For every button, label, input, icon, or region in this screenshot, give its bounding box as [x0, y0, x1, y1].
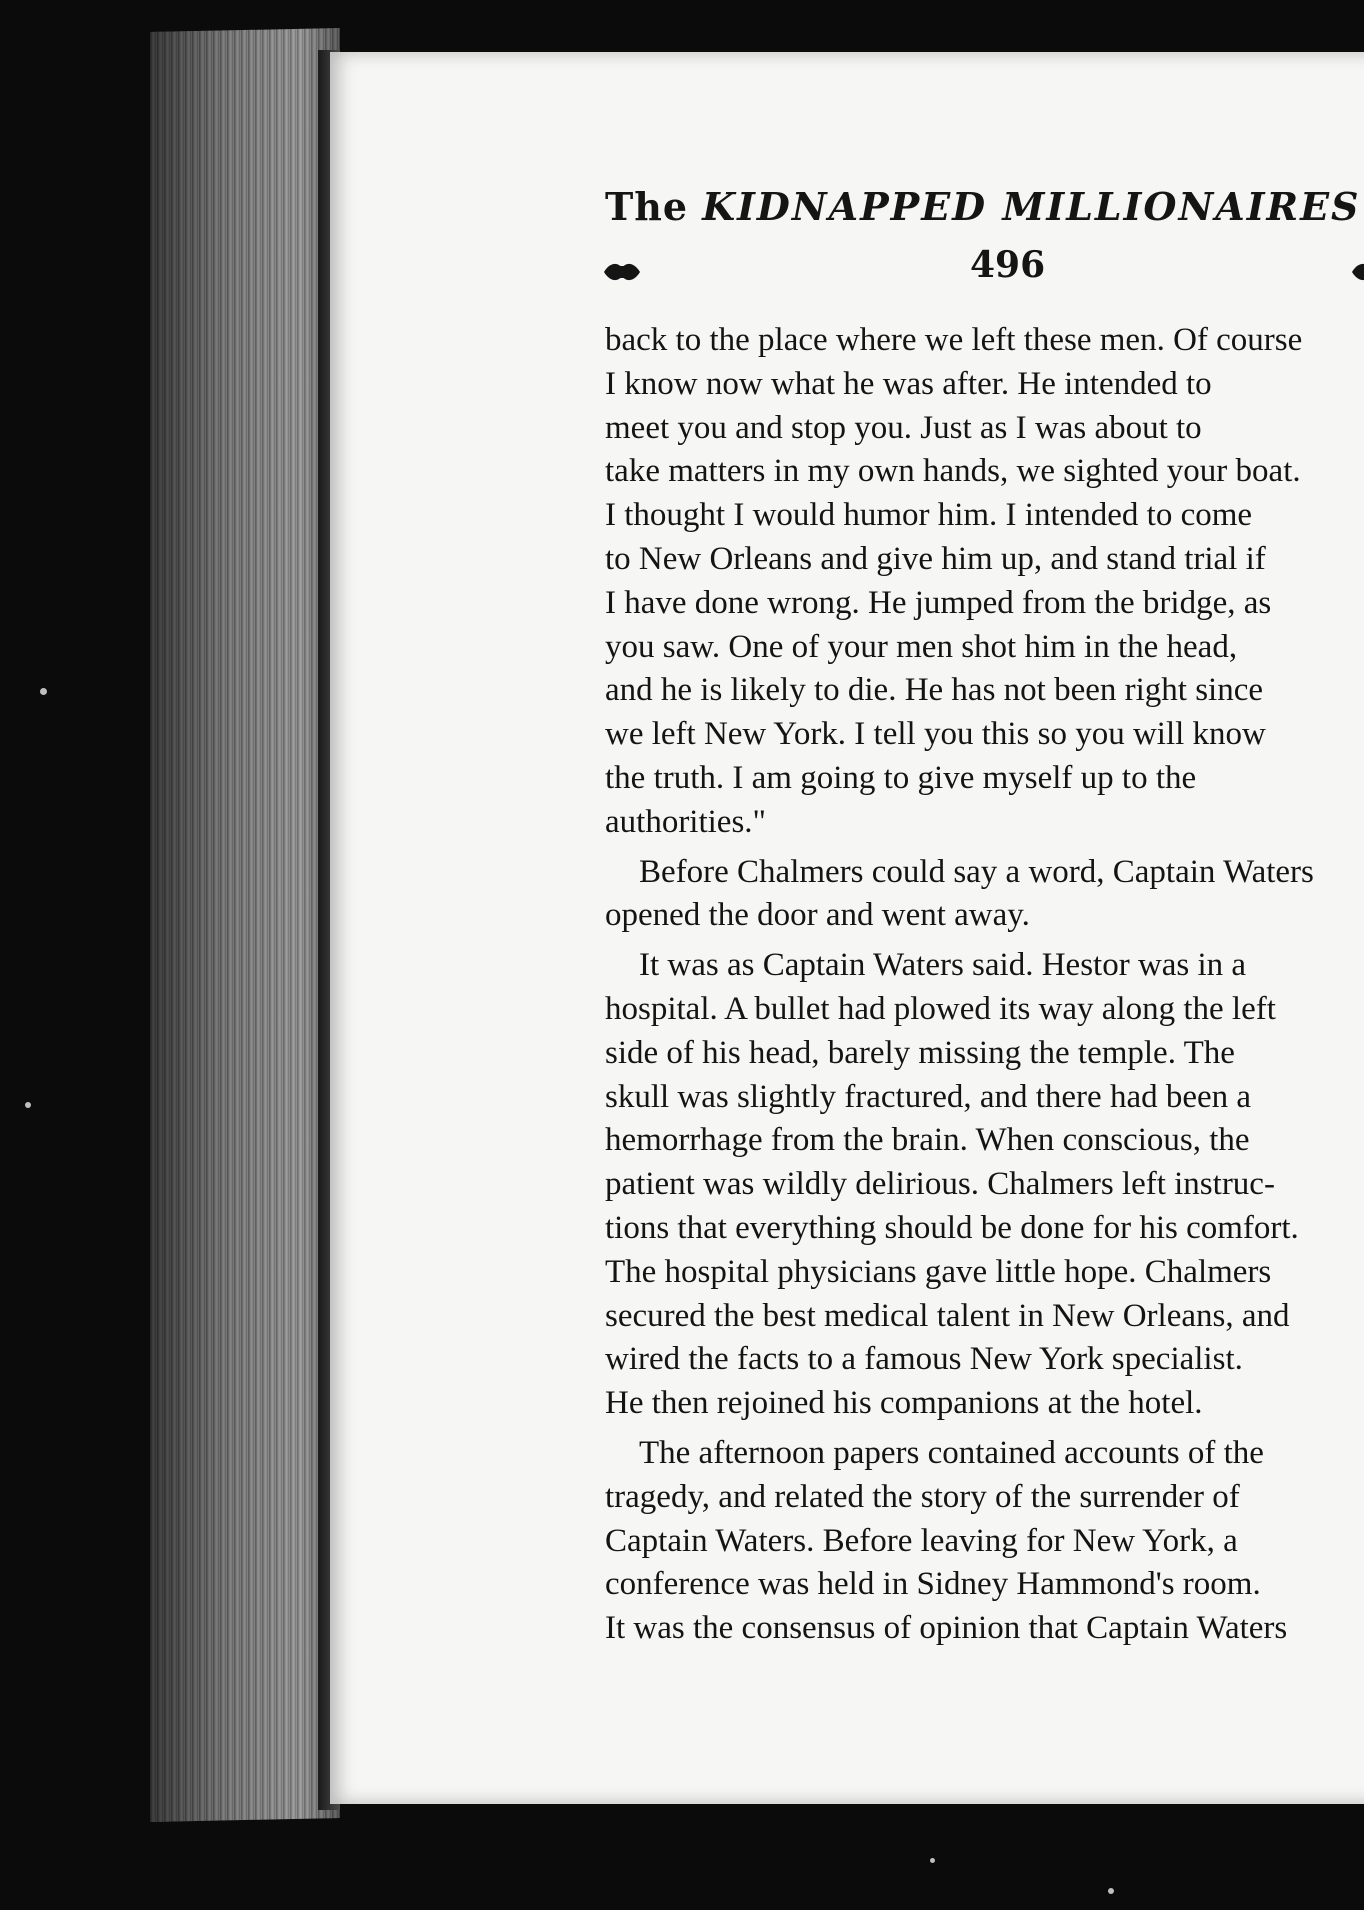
fleuron-left-icon	[602, 258, 642, 286]
text-line: opened the door and went away.	[605, 897, 1030, 934]
text-line: wired the facts to a famous New York specialist.	[605, 1341, 1243, 1378]
text-line: and he is likely to die. He has not been right since	[605, 672, 1264, 709]
page-number: 496	[970, 244, 1046, 286]
text-line: hemorrhage from the brain. When conscious, the	[605, 1122, 1250, 1159]
fleuron-right-icon	[1350, 258, 1364, 286]
paragraph	[605, 851, 1364, 939]
text-line: It was as Captain Waters said. Hestor was in a	[639, 947, 1247, 984]
running-head	[605, 184, 1364, 229]
text-line: Captain Waters. Before leaving for New York, a	[605, 1522, 1238, 1559]
running-head-prefix: The	[605, 184, 689, 229]
text-line: It was the consensus of opinion that Captain Waters	[605, 1610, 1288, 1647]
text-line: back to the place where we left these men. Of course	[605, 322, 1303, 358]
page-edges	[150, 28, 340, 1822]
running-head-title: KIDNAPPED MILLIONAIRES	[702, 184, 1361, 229]
paragraph	[605, 944, 1364, 1426]
text-line: authorities."	[605, 803, 767, 840]
paragraph	[605, 1432, 1364, 1651]
text-line: Before Chalmers could say a word, Captain Waters	[639, 853, 1314, 890]
text-line: tions that everything should be done for his comfort.	[605, 1209, 1299, 1246]
text-line: hospital. A bullet had plowed its way along the left	[605, 990, 1276, 1027]
text-line: the truth. I am going to give myself up to the	[605, 759, 1197, 796]
text-line: The hospital physicians gave little hope. Chalmers	[605, 1253, 1272, 1290]
scan-speck	[25, 1102, 31, 1108]
body-text	[605, 319, 1364, 1651]
text-line: to New Orleans and give him up, and stand trial if	[605, 540, 1266, 577]
text-line: conference was held in Sidney Hammond's room.	[605, 1566, 1261, 1603]
paragraph	[605, 319, 1364, 845]
text-line: I know now what he was after. He intended to	[605, 365, 1212, 402]
scan-speck	[1108, 1888, 1114, 1894]
text-line: meet you and stop you. Just as I was about to	[605, 409, 1202, 446]
text-line: patient was wildly delirious. Chalmers left instruc-	[605, 1166, 1275, 1203]
scan-speck	[930, 1858, 935, 1863]
text-line: The afternoon papers contained accounts of the	[639, 1434, 1264, 1471]
text-line: secured the best medical talent in New Orleans, and	[605, 1297, 1290, 1334]
text-line: side of his head, barely missing the temple. The	[605, 1034, 1235, 1071]
scan-speck	[40, 688, 47, 695]
text-line: you saw. One of your men shot him in the head,	[605, 628, 1238, 665]
text-line: I thought I would humor him. I intended to come	[605, 497, 1253, 534]
text-line: tragedy, and related the story of the surrender of	[605, 1478, 1240, 1515]
text-line: take matters in my own hands, we sighted your boat.	[605, 453, 1301, 490]
text-line: I have done wrong. He jumped from the bridge, as	[605, 584, 1272, 621]
text-line: skull was slightly fractured, and there had been a	[605, 1078, 1252, 1115]
text-line: He then rejoined his companions at the hotel.	[605, 1385, 1203, 1422]
text-line: we left New York. I tell you this so you will know	[605, 716, 1266, 753]
